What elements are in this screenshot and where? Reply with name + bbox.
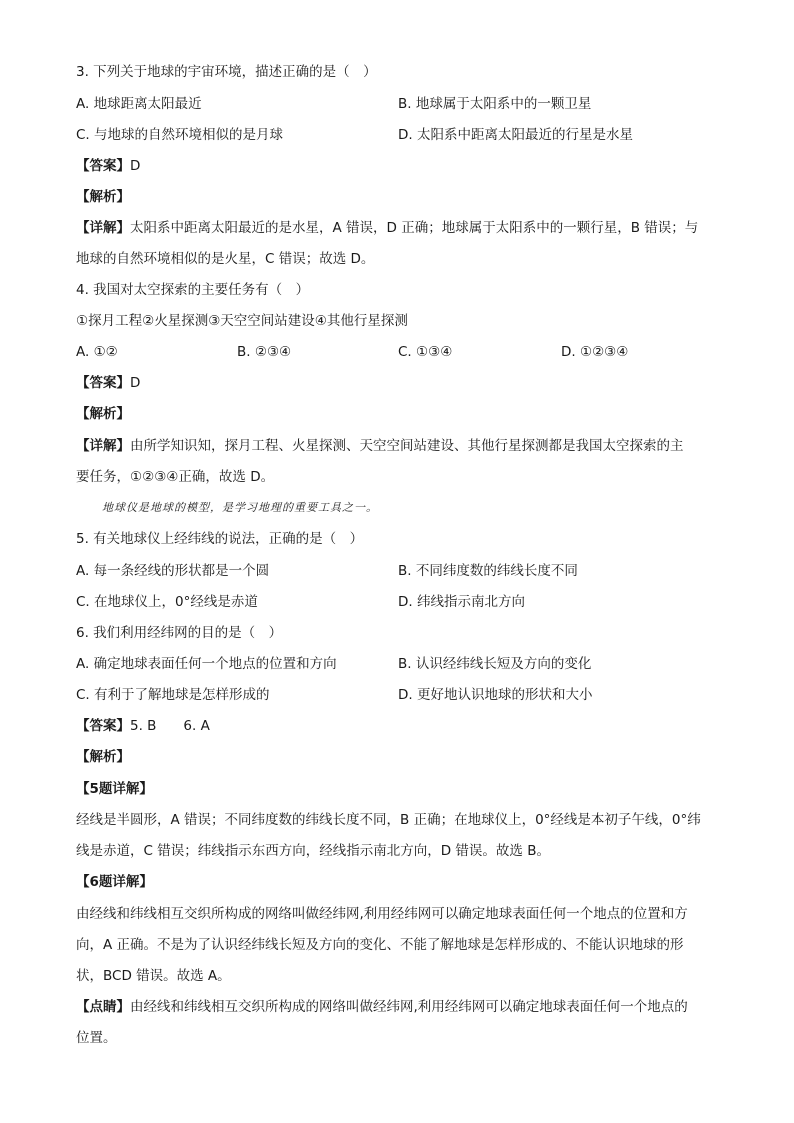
q6-detail-line-1: 由经线和纬线相互交织所构成的网络叫做经纬网,利用经纬网可以确定地球表面任何一个地点的位置和方 (76, 906, 688, 922)
q3-detail-line-1 (76, 218, 698, 238)
detail-text: 太阳系中距离太阳最近的是水星，A 错误，D 正确；地球属于太阳系中的一颗行星，B 错误；与 (130, 220, 699, 236)
q4-items: ①探月工程②火星探测③天空空间站建设④其他行星探测 (76, 313, 408, 329)
tip-text: 由经线和纬线相互交织所构成的网络叫做经纬网,利用经纬网可以确定地球表面任何一个地点的 (130, 999, 688, 1015)
detail-tag: 【详解】 (76, 438, 130, 454)
q3-option-c: C. 与地球的自然环境相似的是月球 (76, 127, 284, 143)
q3-stem: 3. 下列关于地球的宇宙环境，描述正确的是（ ） (76, 64, 377, 80)
q4-stem: 4. 我国对太空探索的主要任务有（ ） (76, 282, 310, 298)
q5-option-a: A. 每一条经线的形状都是一个圆 (76, 563, 270, 579)
q56-answer (76, 716, 210, 736)
q5-option-c: C. 在地球仪上，0°经线是赤道 (76, 594, 258, 610)
q4-option-d: D. ①②③④ (561, 344, 629, 360)
q5-detail-line-1: 经线是半圆形，A 错误；不同纬度数的纬线长度不同，B 正确；在地球仪上，0°经线是本初子午线，0°纬 (76, 812, 701, 828)
answer-value: 5. B 6. A (130, 718, 210, 734)
q3-option-a: A. 地球距离太阳最近 (76, 96, 202, 112)
answer-tag: 【答案】 (76, 158, 130, 174)
q4-analysis-tag: 【解析】 (76, 406, 130, 422)
q4-option-b: B. ②③④ (237, 344, 292, 360)
q4-option-c: C. ①③④ (398, 344, 453, 360)
q3-answer (76, 156, 140, 176)
q4-answer (76, 373, 140, 393)
q4-option-a: A. ①② (76, 344, 118, 360)
detail-text: 由所学知识知，探月工程、火星探测、天空空间站建设、其他行星探测都是我国太空探索的主 (130, 438, 684, 454)
q5-detail-line-2: 线是赤道，C 错误；纬线指示东西方向，经线指示南北方向，D 错误。故选 B。 (76, 843, 550, 859)
q6-detail-line-3: 状，BCD 错误。故选 A。 (76, 968, 231, 984)
answer-tag: 【答案】 (76, 718, 130, 734)
q3-analysis-tag: 【解析】 (76, 189, 130, 205)
material-intro: 地球仪是地球的模型，是学习地理的重要工具之一。 (102, 501, 378, 514)
q56-analysis-tag: 【解析】 (76, 749, 130, 765)
q3-detail-line-2: 地球的自然环境相似的是火星，C 错误；故选 D。 (76, 251, 375, 267)
q4-detail-line-2: 要任务，①②③④正确，故选 D。 (76, 469, 275, 485)
q6-detail-line-2: 向，A 正确。不是为了认识经纬线长短及方向的变化、不能了解地球是怎样形成的、不能认识地球的形 (76, 937, 684, 953)
q6-option-d: D. 更好地认识地球的形状和大小 (398, 687, 593, 703)
tip-line-2: 位置。 (76, 1030, 117, 1046)
q3-option-d: D. 太阳系中距离太阳最近的行星是水星 (398, 127, 633, 143)
q6-option-b: B. 认识经纬线长短及方向的变化 (398, 656, 592, 672)
q5-option-b: B. 不同纬度数的纬线长度不同 (398, 563, 578, 579)
answer-tag: 【答案】 (76, 375, 130, 391)
tip-line-1 (76, 997, 688, 1017)
q5-detail-tag: 【5题详解】 (76, 781, 153, 797)
q6-stem: 6. 我们利用经纬网的目的是（ ） (76, 625, 283, 641)
q6-option-c: C. 有利于了解地球是怎样形成的 (76, 687, 270, 703)
detail-tag: 【详解】 (76, 220, 130, 236)
q4-detail-line-1 (76, 436, 684, 456)
answer-value: D (130, 375, 141, 391)
q6-detail-tag: 【6题详解】 (76, 874, 153, 890)
q6-option-a: A. 确定地球表面任何一个地点的位置和方向 (76, 656, 337, 672)
tip-tag: 【点睛】 (76, 999, 130, 1015)
q5-option-d: D. 纬线指示南北方向 (398, 594, 525, 610)
q3-option-b: B. 地球属于太阳系中的一颗卫星 (398, 96, 592, 112)
q5-stem: 5. 有关地球仪上经纬线的说法，正确的是（ ） (76, 531, 364, 547)
answer-value: D (130, 158, 141, 174)
